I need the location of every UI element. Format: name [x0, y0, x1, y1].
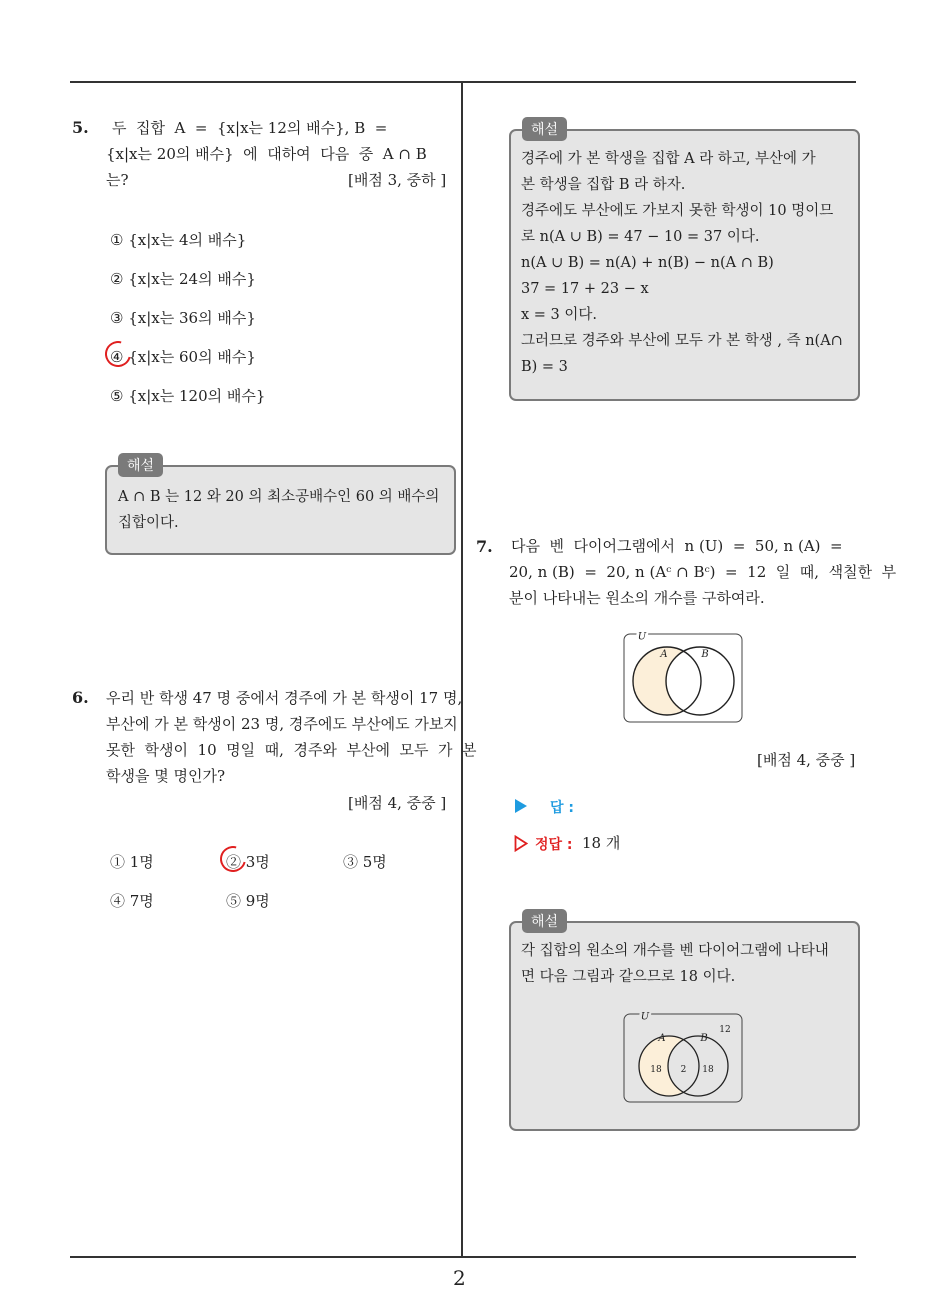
q5-line1: 두 집합 A = {x|x는 12의 배수}, B =	[112, 119, 388, 137]
q6-explanation-line6: 37 = 17 + 23 − x	[521, 281, 649, 297]
q6-line2: 부산에 가 본 학생이 23 명, 경주에도 부산에도 가보지	[106, 715, 458, 733]
q7-line3: 분이 나타내는 원소의 개수를 구하여라.	[509, 589, 765, 607]
q6-explanation-label: 해설	[522, 117, 567, 141]
circle-b	[666, 647, 734, 715]
venn-label-b: B	[701, 649, 709, 660]
q6-points: [배점 4, 중중 ]	[348, 794, 447, 812]
q5-points: [배점 3, 중하 ]	[348, 171, 447, 189]
venn-both-count: 2	[680, 1065, 687, 1075]
q6-choice-4[interactable]: ④ 7명	[110, 892, 154, 910]
q5-line3: 는?	[106, 171, 129, 189]
q6-explanation-line9: B) = 3	[521, 359, 568, 375]
q6-explanation-line2: 본 학생을 집합 B 라 하자.	[521, 177, 686, 193]
q6-explanation-line4: 로 n(A ∪ B) = 47 − 10 = 37 이다.	[521, 229, 760, 245]
q5-choice-3[interactable]: ③ {x|x는 36의 배수}	[110, 309, 256, 327]
venn-label-u: U	[640, 1011, 650, 1023]
q6-explanation-line1: 경주에 가 본 학생을 집합 A 라 하고, 부산에 가	[521, 151, 816, 167]
q7-explanation-line2: 면 다음 그림과 같으므로 18 이다.	[521, 969, 736, 985]
q6-number: 6.	[72, 688, 89, 707]
q7-line2: 20, n (B) = 20, n (Aᶜ ∩ Bᶜ) = 12 일 때, 색칠한 부	[509, 563, 897, 581]
venn-label-b: B	[700, 1033, 708, 1044]
venn-b-only-count: 18	[702, 1065, 714, 1075]
q5-explanation-line2: 집합이다.	[118, 515, 179, 531]
q6-choice-2[interactable]: ② 3명	[226, 853, 270, 871]
venn-diagram	[620, 628, 746, 726]
venn-label-u: U	[637, 631, 647, 643]
q6-choice-1[interactable]: ① 1명	[110, 853, 154, 871]
bottom-rule	[70, 1256, 856, 1258]
page-number: 2	[453, 1266, 466, 1290]
venn-outside-count: 12	[719, 1025, 731, 1035]
venn-label-a: A	[660, 649, 668, 660]
q6-line4: 학생을 몇 명인가?	[106, 767, 226, 785]
q5-choice-1[interactable]: ① {x|x는 4의 배수}	[110, 231, 247, 249]
correct-arrow-icon	[514, 835, 528, 852]
answer-arrow-icon	[515, 799, 527, 813]
q6-choice-5[interactable]: ⑤ 9명	[226, 892, 270, 910]
q5-choice-5[interactable]: ⑤ {x|x는 120의 배수}	[110, 387, 266, 405]
q6-line3: 못한 학생이 10 명일 때, 경주와 부산에 모두 가 본	[106, 741, 477, 759]
q5-choice-4[interactable]: ④ {x|x는 60의 배수}	[110, 348, 256, 366]
q6-line1: 우리 반 학생 47 명 중에서 경주에 가 본 학생이 17 명,	[106, 689, 463, 707]
venn-diagram-solution	[620, 1008, 746, 1106]
correct-value: 18 개	[582, 834, 621, 852]
q5-explanation-label: 해설	[118, 453, 163, 477]
top-rule	[70, 81, 856, 83]
q6-choice-3[interactable]: ③ 5명	[343, 853, 387, 871]
q5-choice-2[interactable]: ② {x|x는 24의 배수}	[110, 270, 256, 288]
q6-explanation-line8: 그러므로 경주와 부산에 모두 가 본 학생 , 즉 n(A∩	[521, 333, 843, 349]
correct-label: 정답 :	[535, 837, 573, 853]
q6-explanation-line5: n(A ∪ B) = n(A) + n(B) − n(A ∩ B)	[521, 255, 774, 271]
q7-explanation-line1: 각 집합의 원소의 개수를 벤 다이어그램에 나타내	[521, 943, 829, 959]
venn-label-a: A	[658, 1033, 666, 1044]
q7-line1: 다음 벤 다이어그램에서 n (U) = 50, n (A) =	[511, 537, 843, 555]
q6-explanation-line3: 경주에도 부산에도 가보지 못한 학생이 10 명이므	[521, 203, 834, 219]
q7-number: 7.	[476, 537, 493, 556]
venn-a-only-count: 18	[650, 1065, 662, 1075]
q5-number: 5.	[72, 118, 89, 137]
q7-explanation-label: 해설	[522, 909, 567, 933]
circle-b	[668, 1036, 728, 1096]
answer-label: 답 :	[550, 800, 574, 816]
q5-explanation-line1: A ∩ B 는 12 와 20 의 최소공배수인 60 의 배수의	[118, 489, 440, 505]
q7-points: [배점 4, 중중 ]	[757, 751, 856, 769]
q5-line2: {x|x는 20의 배수} 에 대하여 다음 중 A ∩ B	[106, 145, 427, 163]
q6-explanation-line7: x = 3 이다.	[521, 307, 598, 323]
column-divider	[461, 82, 463, 1258]
